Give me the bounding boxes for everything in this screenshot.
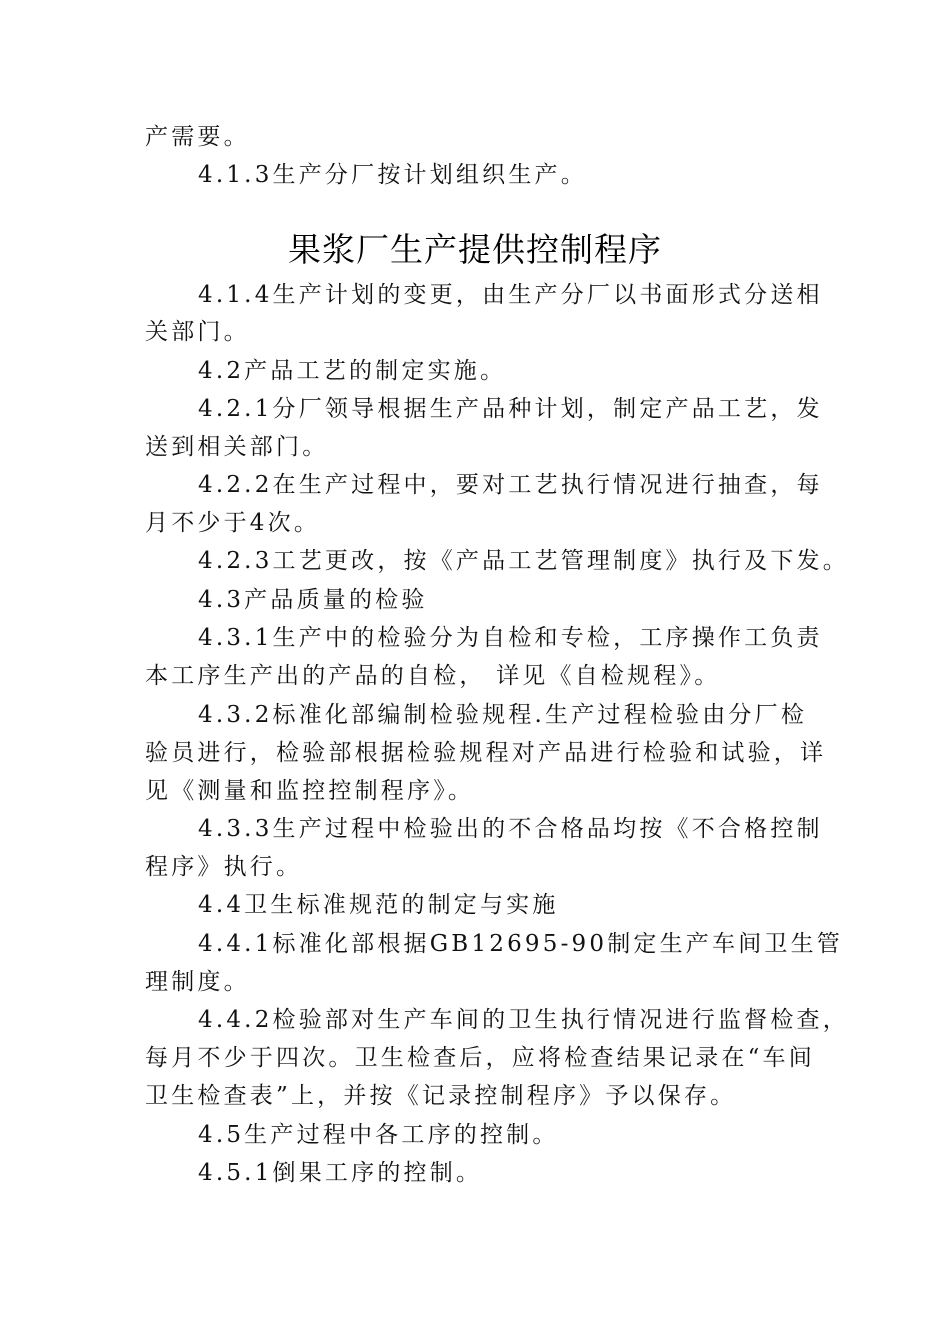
paragraph-line: 4.3.2标准化部编制检验规程.生产过程检验由分厂检 xyxy=(198,702,808,728)
paragraph-line: 4.2.2在生产过程中，要对工艺执行情况进行抽查，每 xyxy=(198,472,823,498)
paragraph-line: 4.5生产过程中各工序的控制。 xyxy=(198,1122,559,1148)
paragraph-line: 4.4.1标准化部根据GB12695-90制定生产车间卫生管 xyxy=(198,931,844,957)
paragraph-line: 4.5.1倒果工序的控制。 xyxy=(198,1160,483,1186)
paragraph-line: 每月不少于四次。卫生检查后，应将检查结果记录在“车间 xyxy=(145,1045,815,1071)
paragraph-line: 理制度。 xyxy=(145,969,250,995)
paragraph-line: 4.3.1生产中的检验分为自检和专检，工序操作工负责 xyxy=(198,625,823,651)
paragraph-line: 4.4.2检验部对生产车间的卫生执行情况进行监督检查， xyxy=(198,1007,849,1033)
paragraph-line: 月不少于4次。 xyxy=(145,510,321,536)
paragraph-line: 关部门。 xyxy=(145,319,250,345)
paragraph-line: 4.3产品质量的检验 xyxy=(198,587,428,613)
paragraph-line: 4.2.1分厂领导根据生产品种计划，制定产品工艺，发 xyxy=(198,396,823,422)
paragraph-line: 4.1.4生产计划的变更，由生产分厂以书面形式分送相 xyxy=(198,282,823,308)
paragraph-line: 4.4卫生标准规范的制定与实施 xyxy=(198,892,559,918)
document-title: 果浆厂生产提供控制程序 xyxy=(288,230,662,269)
paragraph-line: 产需要。 xyxy=(145,124,250,150)
paragraph-line: 程序》执行。 xyxy=(145,854,303,880)
paragraph-line: 送到相关部门。 xyxy=(145,434,329,460)
paragraph-line: 4.3.3生产过程中检验出的不合格品均按《不合格控制 xyxy=(198,816,823,842)
paragraph-line: 4.2.3工艺更改，按《产品工艺管理制度》执行及下发。 xyxy=(198,548,849,574)
paragraph-line: 验员进行，检验部根据检验规程对产品进行检验和试验，详 xyxy=(145,740,827,766)
paragraph-line: 见《测量和监控控制程序》。 xyxy=(145,778,475,804)
paragraph-line: 卫生检查表”上，并按《记录控制程序》予以保存。 xyxy=(145,1083,737,1109)
paragraph-line: 4.1.3生产分厂按计划组织生产。 xyxy=(198,162,587,188)
paragraph-line: 本工序生产出的产品的自检， 详见《自检规程》。 xyxy=(145,663,721,689)
paragraph-line: 4.2产品工艺的制定实施。 xyxy=(198,358,507,384)
